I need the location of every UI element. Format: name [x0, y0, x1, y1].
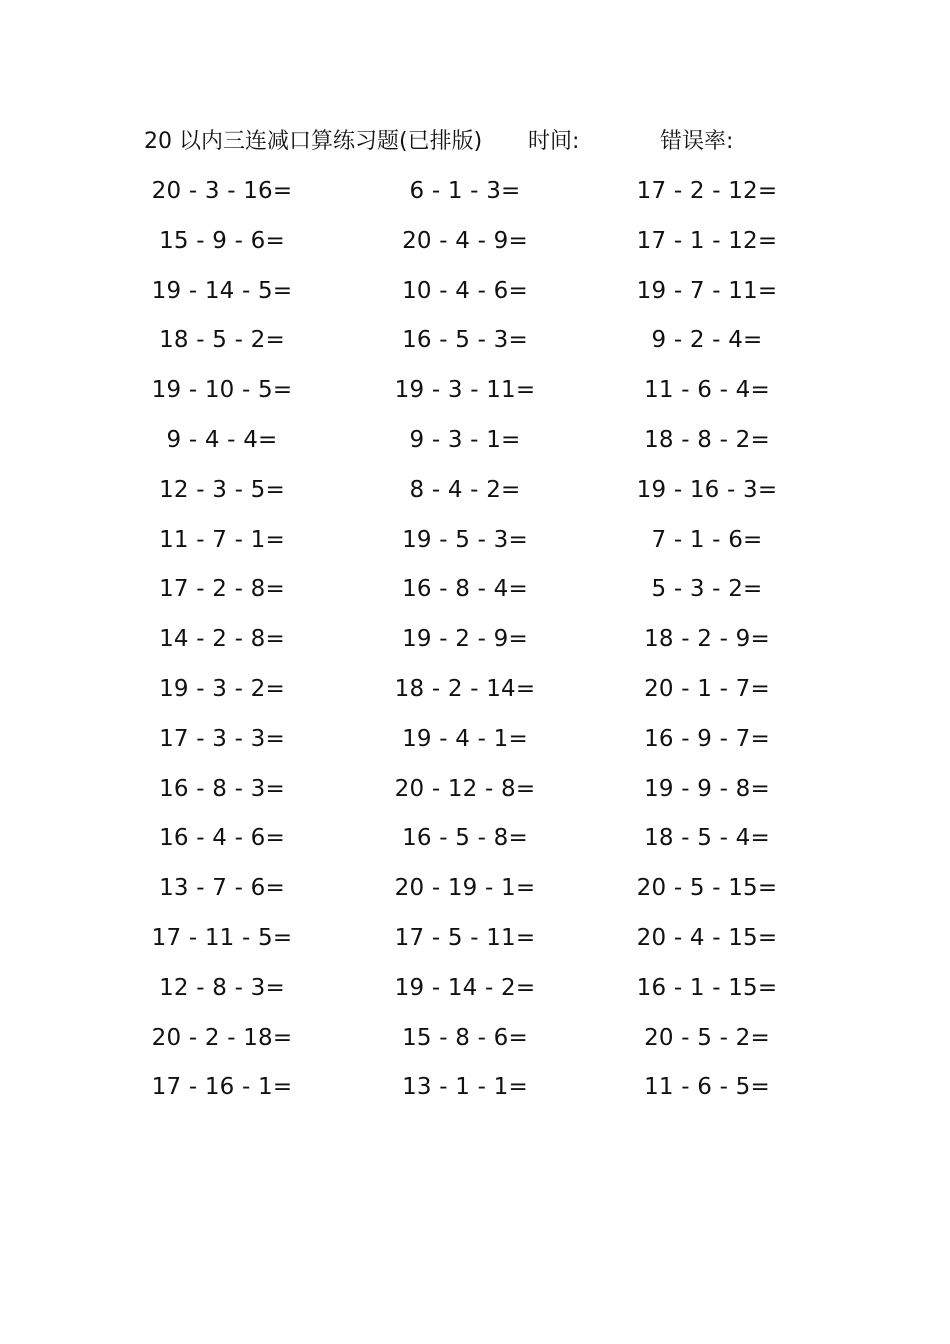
problem-item: 15 - 8 - 6= — [402, 1024, 528, 1051]
problem-item: 11 - 6 - 5= — [644, 1074, 770, 1101]
problem-row — [0, 419, 950, 469]
problem-row — [0, 170, 950, 220]
problem-row — [0, 1017, 950, 1067]
problem-item: 18 - 5 - 2= — [159, 327, 285, 354]
problem-item: 19 - 7 - 11= — [636, 277, 778, 304]
problem-item: 12 - 8 - 3= — [159, 974, 285, 1001]
problem-row — [0, 369, 950, 419]
problem-item: 5 - 3 - 2= — [651, 576, 763, 603]
problem-item: 16 - 9 - 7= — [644, 725, 770, 752]
problem-item: 14 - 2 - 8= — [159, 626, 285, 653]
problem-item: 20 - 2 - 18= — [151, 1024, 293, 1051]
problem-grid — [0, 170, 950, 1116]
problem-item: 9 - 4 - 4= — [166, 426, 278, 453]
problem-row — [0, 220, 950, 270]
problem-item: 17 - 16 - 1= — [151, 1074, 293, 1101]
problem-item: 16 - 8 - 3= — [159, 775, 285, 802]
problem-row — [0, 469, 950, 519]
problem-item: 20 - 3 - 16= — [151, 178, 293, 204]
problem-item: 13 - 7 - 6= — [159, 875, 285, 902]
problem-item: 8 - 4 - 2= — [409, 476, 521, 503]
problem-item: 17 - 3 - 3= — [159, 725, 285, 752]
problem-row — [0, 967, 950, 1017]
problem-item: 20 - 1 - 7= — [644, 675, 770, 702]
problem-row — [0, 568, 950, 618]
problem-item: 18 - 8 - 2= — [644, 426, 770, 453]
problem-item: 20 - 5 - 15= — [636, 875, 778, 902]
problem-item: 19 - 4 - 1= — [402, 725, 528, 752]
worksheet-title: 20 以内三连减口算练习题(已排版) — [144, 129, 483, 154]
problem-row — [0, 270, 950, 320]
problem-item: 17 - 2 - 8= — [159, 576, 285, 603]
problem-row — [0, 768, 950, 818]
error-rate-label: 错误率: — [660, 129, 734, 154]
problem-item: 17 - 1 - 12= — [636, 227, 778, 254]
problem-item: 10 - 4 - 6= — [402, 277, 528, 304]
problem-row — [0, 917, 950, 967]
problem-item: 19 - 5 - 3= — [402, 526, 528, 553]
problem-item: 17 - 11 - 5= — [151, 924, 293, 951]
problem-item: 17 - 2 - 12= — [636, 178, 778, 204]
problem-item: 16 - 1 - 15= — [636, 974, 778, 1001]
problem-item: 20 - 19 - 1= — [394, 875, 536, 902]
problem-row — [0, 817, 950, 867]
problem-item: 18 - 2 - 9= — [644, 626, 770, 653]
problem-row — [0, 618, 950, 668]
problem-item: 16 - 4 - 6= — [159, 825, 285, 852]
problem-item: 18 - 5 - 4= — [644, 825, 770, 852]
problem-item: 19 - 10 - 5= — [151, 377, 293, 404]
problem-item: 9 - 2 - 4= — [651, 327, 763, 354]
worksheet-header — [144, 125, 824, 159]
problem-item: 19 - 9 - 8= — [644, 775, 770, 802]
problem-item: 12 - 3 - 5= — [159, 476, 285, 503]
problem-item: 11 - 7 - 1= — [159, 526, 285, 553]
problem-row — [0, 519, 950, 569]
problem-item: 6 - 1 - 3= — [409, 178, 521, 204]
problem-row — [0, 718, 950, 768]
problem-row — [0, 867, 950, 917]
problem-row — [0, 668, 950, 718]
problem-row — [0, 1066, 950, 1116]
problem-item: 20 - 5 - 2= — [644, 1024, 770, 1051]
problem-row — [0, 319, 950, 369]
problem-item: 11 - 6 - 4= — [644, 377, 770, 404]
problem-item: 15 - 9 - 6= — [159, 227, 285, 254]
problem-item: 17 - 5 - 11= — [394, 924, 536, 951]
problem-item: 19 - 2 - 9= — [402, 626, 528, 653]
problem-item: 9 - 3 - 1= — [409, 426, 521, 453]
problem-item: 20 - 4 - 9= — [402, 227, 528, 254]
problem-item: 19 - 14 - 5= — [151, 277, 293, 304]
problem-item: 19 - 3 - 11= — [394, 377, 536, 404]
problem-item: 20 - 12 - 8= — [394, 775, 536, 802]
problem-item: 19 - 14 - 2= — [394, 974, 536, 1001]
problem-item: 7 - 1 - 6= — [651, 526, 763, 553]
problem-item: 16 - 8 - 4= — [402, 576, 528, 603]
problem-item: 19 - 3 - 2= — [159, 675, 285, 702]
problem-item: 20 - 4 - 15= — [636, 924, 778, 951]
problem-item: 18 - 2 - 14= — [394, 675, 536, 702]
time-label: 时间: — [528, 129, 580, 154]
problem-item: 19 - 16 - 3= — [636, 476, 778, 503]
problem-item: 13 - 1 - 1= — [402, 1074, 528, 1101]
problem-item: 16 - 5 - 3= — [402, 327, 528, 354]
problem-item: 16 - 5 - 8= — [402, 825, 528, 852]
